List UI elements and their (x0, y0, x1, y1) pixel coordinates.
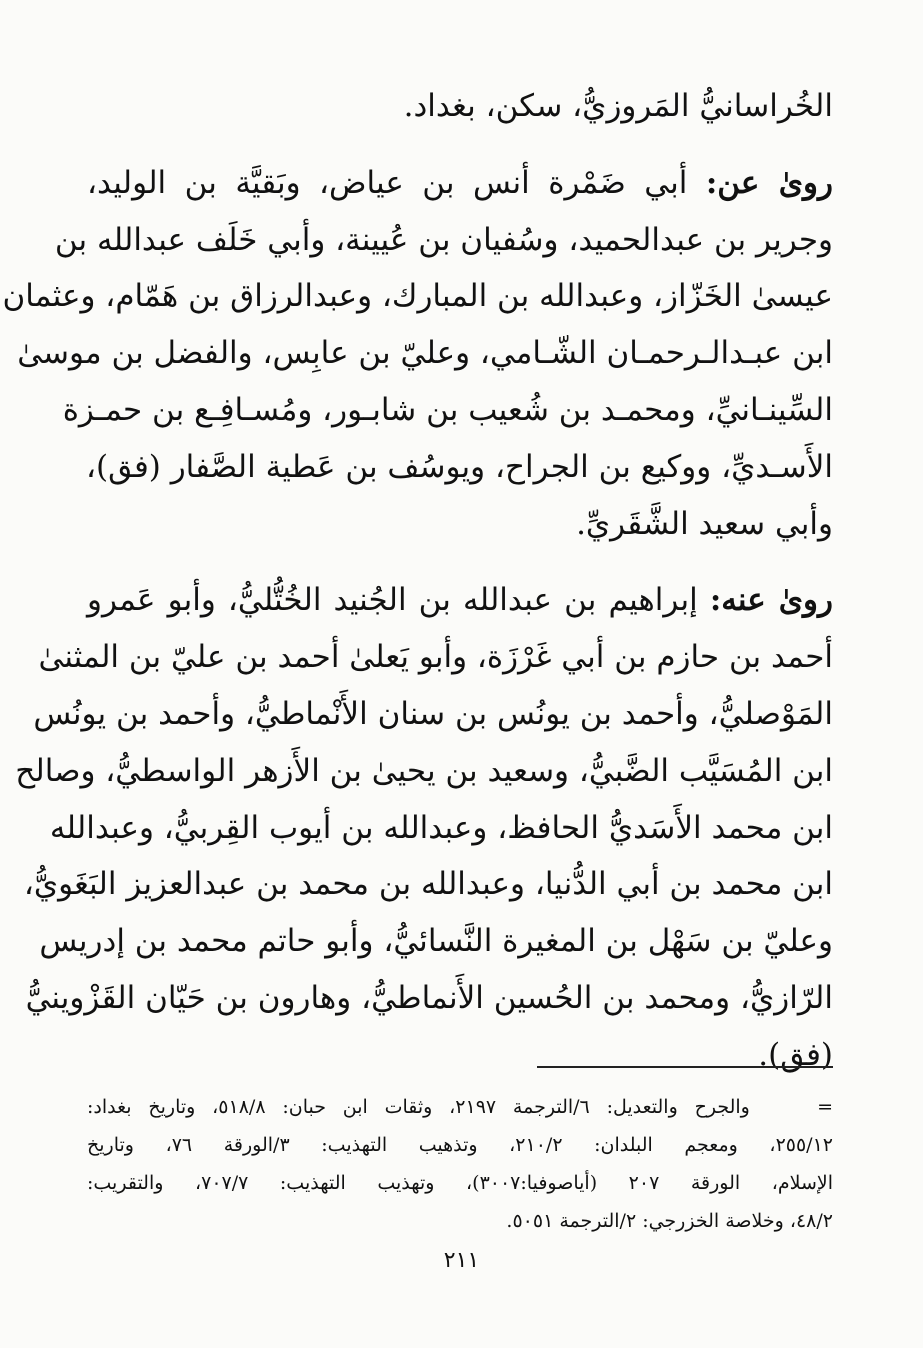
rawa-anhu-line: الرّازيُّ، ومحمد بن الحُسين الأَنماطيُّ، وهارون بن حَيّان القَزْوينيُّ (25, 979, 833, 1016)
footnote-line: الإسلام، الورقة ٢٠٧ (أياصوفيا:٣٠٠٧)، وتهذيب التهذيب: ٧٠٧/٧، والتقريب: (87, 1172, 833, 1194)
rawa-an-line: وأبي سعيد الشَّقَريِّ. (576, 505, 833, 542)
rawa-an-line: وجرير بن عبدالحميد، وسُفيان بن عُيينة، وأبي خَلَف عبدالله بن (54, 221, 833, 258)
rawa-anhu-line: أحمد بن حازم بن أبي غَرْزَة، وأبو يَعلىٰ أحمد بن عليّ بن المثنىٰ (38, 639, 833, 676)
footnote-line (87, 1088, 833, 1126)
rawa-anhu-line: وعليّ بن سَهْل بن المغيرة النَّسائيُّ، وأبو حاتم محمد بن إدريس (39, 923, 833, 960)
rawa-anhu-line (87, 572, 833, 629)
rawa-an-line: ابن عبـدالـرحمـان الشّـامي، وعليّ بن عابِس، والفضل بن موسىٰ (17, 335, 833, 372)
footnote-marker: = (817, 1096, 833, 1118)
rawa-an-label: روىٰ عن: (705, 164, 833, 201)
rawa-anhu-line: ابن المُسَيَّب الضَّبيُّ، وسعيد بن يحيىٰ بن الأَزهر الواسطيُّ، وصالح (15, 752, 833, 789)
rawa-anhu-line: المَوْصليُّ، وأحمد بن يونُس بن سنان الأَنْماطيُّ، وأحمد بن يونُس (33, 695, 833, 732)
main-text (2, 78, 833, 1084)
rawa-an-text: أبي ضَمْرة أنس بن عياض، وبَقيَّة بن الوليد، (87, 164, 688, 201)
rawa-an-line (87, 155, 833, 212)
footnote-divider (537, 1066, 833, 1068)
rawa-anhu-label: روىٰ عنه: (709, 582, 833, 619)
footnote-line: ٢٥٥/١٢، ومعجم البلدان: ٢١٠/٢، وتذهيب التهذيب: ٣/الورقة ٧٦، وتاريخ (87, 1134, 833, 1156)
intro-line: الخُراسانيُّ المَروزيُّ، سكن، بغداد. (403, 88, 833, 124)
rawa-anhu-line: (فق). (758, 1036, 833, 1073)
rawa-anhu-text: إبراهيم بن عبدالله بن الجُنيد الخُتُّليُّ، وأبو عَمرو (87, 582, 698, 619)
footnote-line: ٤٨/٢، وخلاصة الخزرجي: ٢/الترجمة ٥٠٥١. (506, 1210, 833, 1232)
rawa-an-line: عيسىٰ الخَزّاز، وعبدالله بن المبارك، وعبدالرزاق بن هَمّام، وعثمان (2, 278, 833, 315)
rawa-an-line: الأَسـديِّ، ووكيع بن الجراح، ويوسُف بن عَطية الصَّفار (فق)، (85, 448, 833, 485)
rawa-an-line: السِّينـانيِّ، ومحمـد بن شُعيب بن شابـور، ومُسـافِـع بن حمـزة (62, 391, 833, 428)
page-number: ٢١١ (443, 1248, 480, 1273)
footnotes (87, 1088, 833, 1240)
rawa-anhu-line: ابن محمد بن أبي الدُّنيا، وعبدالله بن محمد بن عبدالعزيز البَغَويُّ، (23, 866, 833, 903)
footnote-text: والجرح والتعديل: ٦/الترجمة ٢١٩٧، وثقات ابن حبان: ٥١٨/٨، وتاريخ بغداد: (87, 1096, 750, 1118)
rawa-anhu-line: ابن محمد الأَسَديُّ الحافظ، وعبدالله بن أيوب القِربيُّ، وعبدالله (49, 809, 833, 846)
